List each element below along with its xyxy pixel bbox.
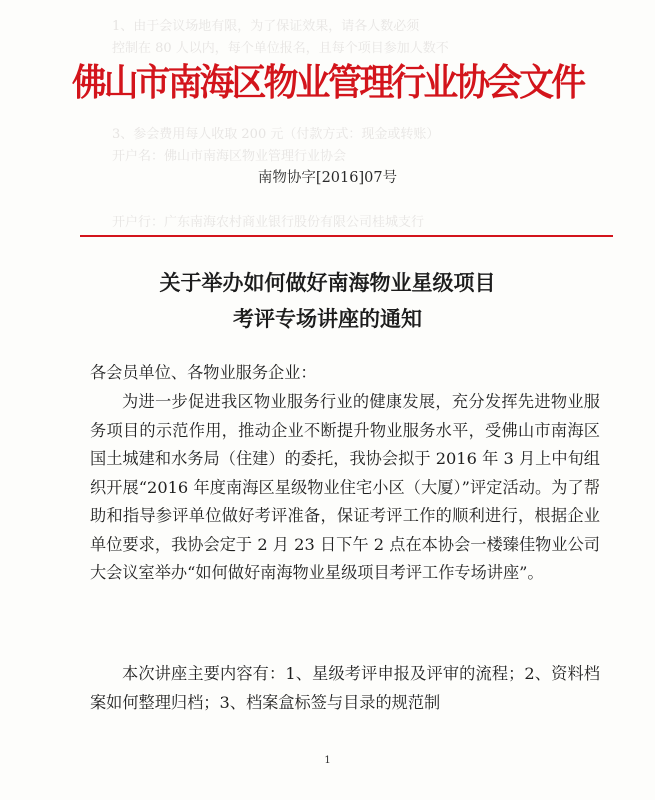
document-header-title: 佛山市南海区物业管理行业协会文件 xyxy=(71,60,584,104)
header-divider xyxy=(80,235,613,237)
notice-title-line-2: 考评专场讲座的通知 xyxy=(233,307,422,331)
notice-title-line-1: 关于举办如何做好南海物业星级项目 xyxy=(159,271,496,295)
bleed-through-text: 开户名：佛山市南海区物业管理行业协会 xyxy=(112,149,347,164)
bleed-through-text: 开户行：广东南海农村商业银行股份有限公司桂城支行 xyxy=(112,215,425,230)
body-paragraph-1: 为进一步促进我区物业服务行业的健康发展，充分发挥先进物业服务项目的示范作用，推动企业不断提升物业服务水平，受佛山市南海区国土城建和水务局（住建）的委托，我协会拟于 2016 年 3 月上中旬组织开展“2016 年度南海区星级物业住宅小区（大厦）”评定活动。为了帮助和指导参评单位做好考评准备，保证考评工作的顺利进行，根据企业单位要求，我协会定于 2 月 23 日下午 2 点在本协会一楼臻佳物业公司大会议室举办“如何做好南海物业星级项目考评工作专场讲座”。 xyxy=(90,392,600,582)
bleed-through-text: 3、参会费用每人收取 200 元（付款方式：现金或转账） xyxy=(112,127,440,142)
document-number: 南物协字[2016]07号 xyxy=(257,170,398,186)
page-number: 1 xyxy=(324,755,331,766)
salutation: 各会员单位、各物业服务企业： xyxy=(90,363,317,382)
bleed-through-text: 控制在 80 人以内，每个单位报名，且每个项目参加人数不 xyxy=(112,41,449,56)
body-paragraph-2: 本次讲座主要内容有：1、星级考评申报及评审的流程；2、资料档案如何整理归档；3、档案盒标签与目录的规范制 xyxy=(90,664,600,712)
bleed-through-text: 1、由于会议场地有限，为了保证效果，请各人数必须 xyxy=(112,19,420,34)
